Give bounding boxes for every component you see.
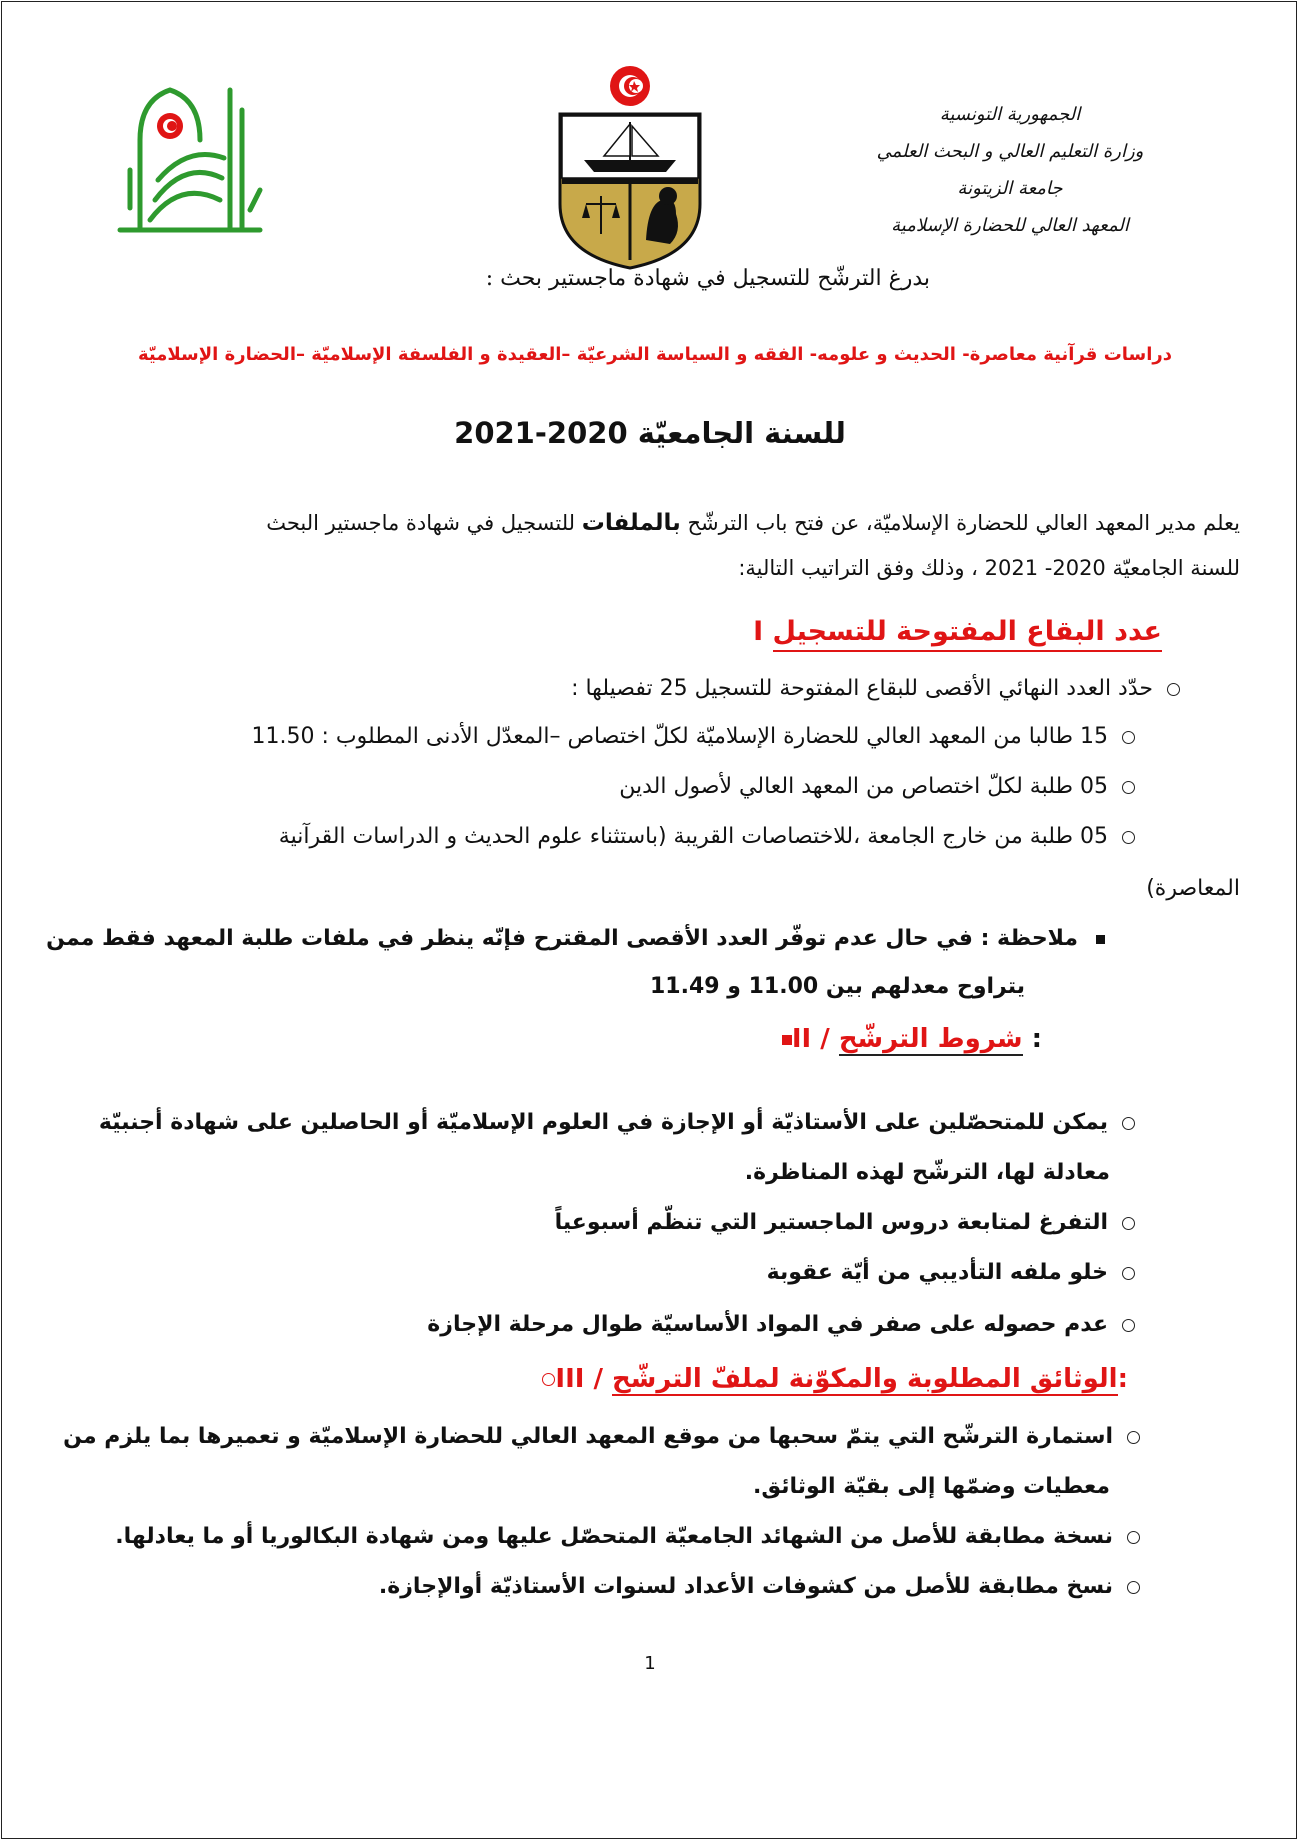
header-line-institute: المعهد العالي للحضارة الإسلامية [891, 215, 1129, 236]
registration-heading: بدرغ الترشّح للتسجيل في شهادة ماجستير بحث : [485, 266, 930, 291]
section-3-item-text: نسخ مطابقة للأصل من كشوفات الأعداد لسنوات الأستاذيّة أوالإجازة. [378, 1574, 1113, 1599]
section-1-item [279, 824, 1135, 849]
circle-bullet-icon [1122, 1267, 1135, 1280]
specializations-list: دراسات قرآنية معاصرة- الحديث و علومه- الفقه و السياسة الشرعيّة –العقيدة و الفلسفة الإسلاميّة –الحضارة الإسلاميّة [137, 344, 1173, 365]
circle-bullet-icon [1122, 781, 1135, 794]
section-2-item-text: عدم حصوله على صفر في المواد الأساسيّة طوال مرحلة الإجازة [427, 1312, 1108, 1337]
section-1-item [619, 774, 1135, 799]
circle-bullet-icon [1122, 1117, 1135, 1130]
section-2-suffix: : [1022, 1024, 1042, 1054]
section-3-suffix: : [1117, 1364, 1128, 1394]
section-3-item-continuation: معطيات وضمّها إلى بقيّة الوثائق. [753, 1474, 1110, 1499]
section-1-title: عدد البقاع المفتوحة للتسجيل [773, 616, 1162, 652]
section-2-item-text: خلو ملفه التأديبي من أيّة عقوبة [766, 1260, 1108, 1285]
section-1-note-continuation: يتراوح معدلهم بين 11.00 و 11.49 [650, 974, 1025, 999]
circle-bullet-icon [1122, 1319, 1135, 1332]
section-3-item-text: نسخة مطابقة للأصل من الشهائد الجامعيّة المتحصّل عليها ومن شهادة البكالوريا أو ما يعادلها. [115, 1524, 1113, 1549]
section-2-item-text: يمكن للمتحصّلين على الأستاذيّة أو الإجازة في العلوم الإسلاميّة أو الحاصلين على شهادة أجنبيّة [98, 1110, 1108, 1135]
section-1-item-text: 05 طلبة من خارج الجامعة ،للاختصاصات القريبة (باستثناء علوم الحديث و الدراسات القرآنية [278, 824, 1108, 849]
circle-bullet-icon [1167, 683, 1180, 696]
circle-bullet-icon [1122, 831, 1135, 844]
section-2-item [427, 1312, 1135, 1337]
academic-year-title: للسنة الجامعيّة 2020-2021 [454, 416, 846, 450]
circle-bullet-icon [1127, 1531, 1140, 1544]
circle-bullet-icon [542, 1373, 555, 1386]
coat-of-arms-emblem [550, 64, 710, 270]
circle-bullet-icon [1127, 1431, 1140, 1444]
section-1-note-text: ملاحظة : في حال عدم توفّر العدد الأقصى المقترح فإنّه ينظر في ملفات طلبة المعهد فقط ممن [46, 926, 1078, 951]
section-2-heading [766, 1024, 1042, 1054]
section-2-item [99, 1110, 1135, 1135]
section-3-item [115, 1524, 1140, 1549]
circle-bullet-icon [1127, 1581, 1140, 1594]
intro-line-2: للسنة الجامعيّة 2020- 2021 ، وذلك وفق التراتيب التالية: [738, 556, 1240, 580]
section-1-item-continuation: المعاصرة) [1146, 876, 1240, 901]
section-1-heading [753, 616, 1162, 647]
intro-bold-files: بالملفات [581, 510, 681, 536]
section-1-note [46, 926, 1105, 951]
section-1-lead [571, 676, 1180, 701]
section-1-item-text: 05 طلبة لكلّ اختصاص من المعهد العالي لأصول الدين [619, 774, 1108, 799]
intro-line-1 [60, 510, 1240, 536]
institution-header [840, 96, 1180, 244]
section-2-title: شروط الترشّح [838, 1024, 1023, 1054]
circle-bullet-icon [1122, 1217, 1135, 1230]
section-3-item [63, 1424, 1140, 1449]
circle-bullet-icon [1122, 731, 1135, 744]
section-2-item-continuation: معادلة لها، الترشّح لهذه المناظرة. [744, 1160, 1110, 1185]
section-3-heading [528, 1364, 1128, 1394]
header-line-ministry: وزارة التعليم العالي و البحث العلمي [876, 141, 1144, 162]
section-3-item [379, 1574, 1140, 1599]
page-number: 1 [644, 1653, 656, 1674]
section-3-title: الوثائق المطلوبة والمكوّنة لملفّ الترشّح [612, 1364, 1118, 1394]
section-2-number: II / [791, 1024, 830, 1054]
square-bullet-icon [1096, 935, 1105, 944]
section-1-item [252, 724, 1135, 749]
intro-text-end: للتسجيل في شهادة ماجستير البحث [266, 511, 582, 535]
header-line-republic: الجمهورية التونسية [939, 104, 1081, 125]
square-bullet-icon [782, 1035, 792, 1045]
section-3-number: III / [555, 1364, 603, 1394]
section-2-item [555, 1210, 1135, 1235]
section-2-item-text: التفرغ لمتابعة دروس الماجستير التي تنظّم أسبوعياً [554, 1210, 1108, 1235]
section-1-item-text: 15 طالبا من المعهد العالي للحضارة الإسلاميّة لكلّ اختصاص –المعدّل الأدنى المطلوب : 11.50 [251, 724, 1108, 749]
section-3-item-text: استمارة الترشّح التي يتمّ سحبها من موقع المعهد العالي للحضارة الإسلاميّة و تعميرها بما يلزم من [63, 1424, 1113, 1449]
header-line-university: جامعة الزيتونة [957, 178, 1063, 199]
section-1-lead-text: حدّد العدد النهائي الأقصى للبقاع المفتوحة للتسجيل 25 تفصيلها : [571, 676, 1153, 701]
section-1-number: I [753, 616, 764, 647]
institute-logo [110, 80, 270, 248]
intro-text-start: يعلم مدير المعهد العالي للحضارة الإسلاميّة، عن فتح باب الترشّح [680, 511, 1240, 535]
section-2-item [767, 1260, 1135, 1285]
